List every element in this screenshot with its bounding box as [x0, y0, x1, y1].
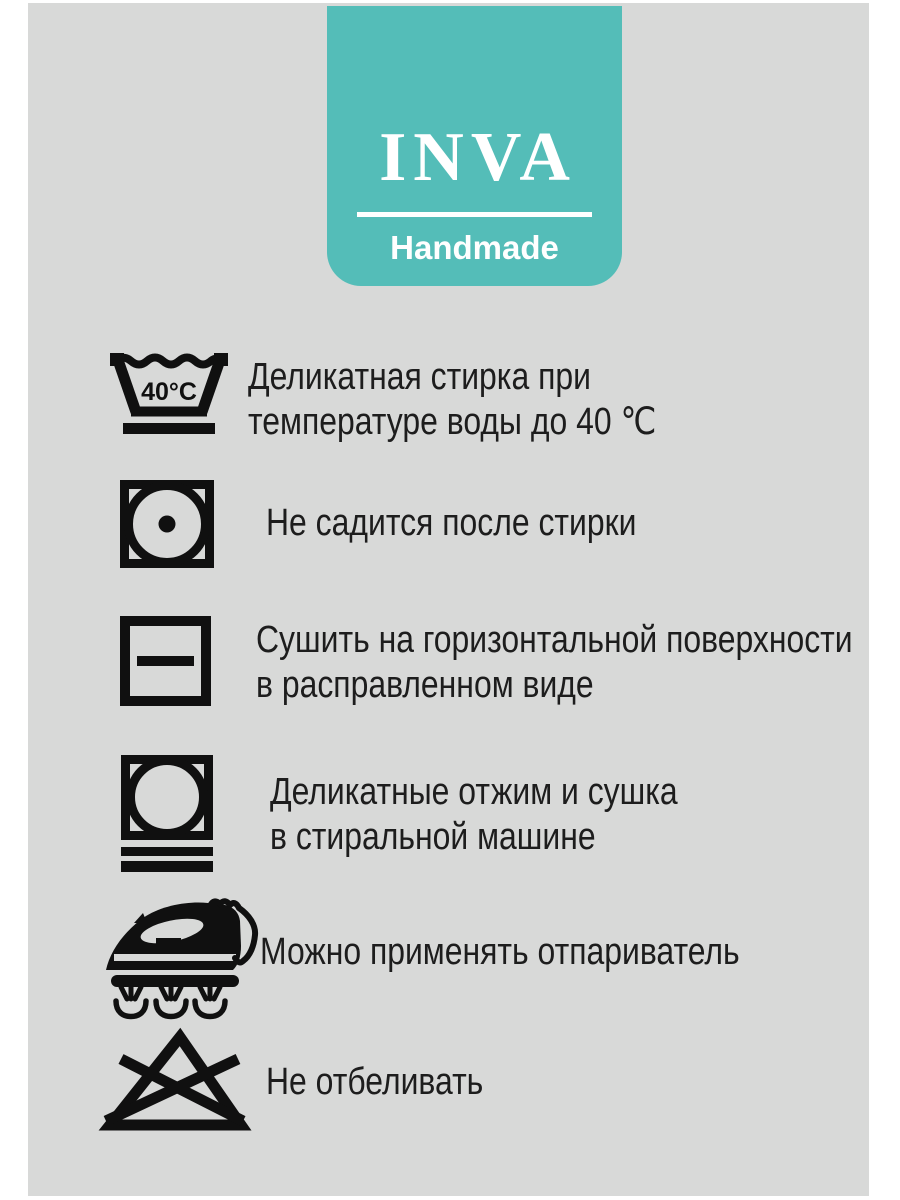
care-line: Сушить на горизонтальной поверхности: [256, 619, 853, 661]
care-instruction-text: [248, 355, 853, 445]
care-line: Деликатные отжим и сушка: [270, 771, 678, 813]
care-line: температуре воды до 40 ℃: [248, 401, 657, 443]
brand-badge: [327, 6, 622, 286]
no-bleach-icon: [102, 1029, 247, 1132]
brand-subtitle: Handmade: [390, 229, 559, 266]
care-instruction-text: [260, 930, 865, 975]
care-line: в стиральной машине: [270, 816, 596, 858]
wash-40-gentle-icon: [110, 352, 228, 436]
care-line: Можно применять отпариватель: [260, 931, 740, 973]
badge-divider: [357, 212, 592, 217]
no-shrink-tumble-dot-icon: [120, 480, 214, 568]
care-instruction-text: [266, 501, 871, 546]
dry-flat-icon: [120, 616, 211, 706]
care-line: Не отбеливать: [266, 1061, 484, 1103]
care-line: Деликатная стирка при: [248, 356, 591, 398]
care-line: Не садится после стирки: [266, 502, 637, 544]
wash-temp-label: 40°C: [141, 378, 197, 406]
gentle-spin-dry-icon: [121, 755, 213, 872]
care-instruction-text: [256, 618, 861, 708]
care-label-card: [28, 3, 869, 1196]
care-line: в расправленном виде: [256, 664, 594, 706]
steamer-allowed-icon: [100, 896, 262, 1018]
care-instruction-text: [266, 1060, 871, 1105]
brand-name: INVA: [379, 119, 577, 196]
care-instruction-text: [270, 770, 875, 860]
